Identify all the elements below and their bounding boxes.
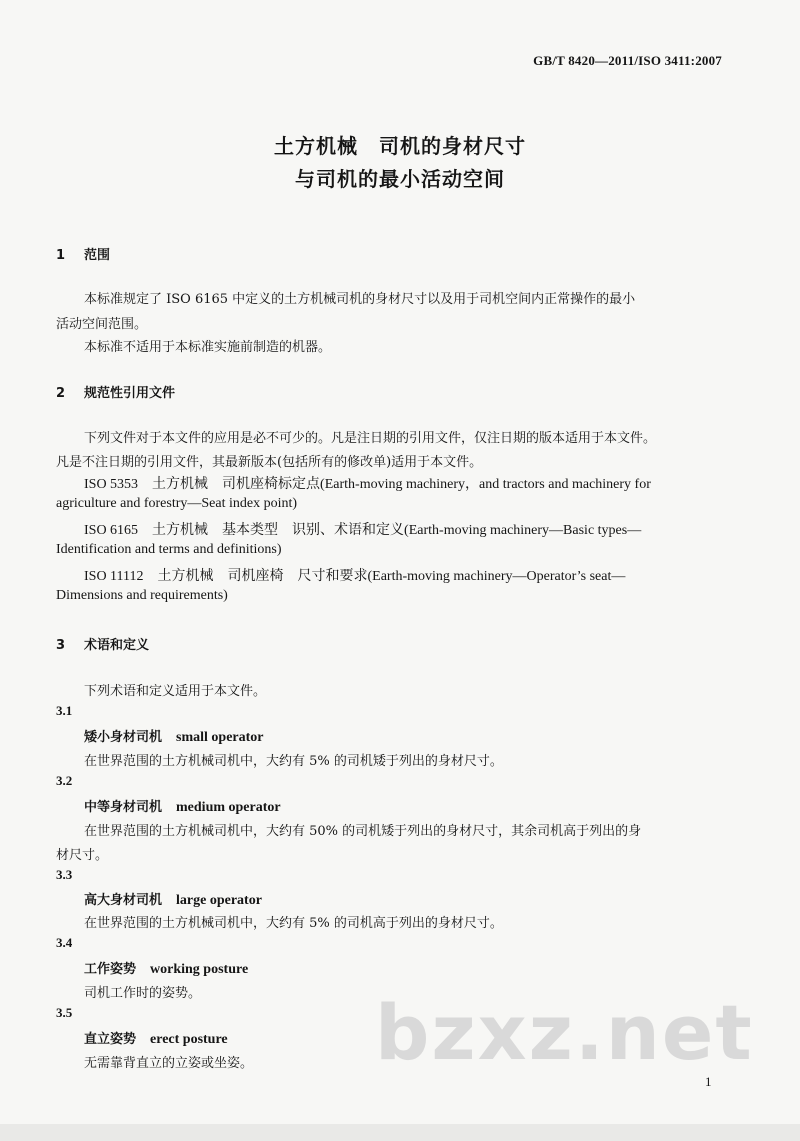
term-chinese: 工作姿势 bbox=[84, 962, 137, 977]
section-number: 2 bbox=[56, 386, 66, 401]
section-title: 术语和定义 bbox=[84, 638, 150, 653]
term-definition: 在世界范围的土方机械司机中，大约有 5% 的司机高于列出的身材尺寸。 bbox=[84, 916, 503, 931]
reference-iso-6165: ISO 6165 土方机械 基本类型 识别、术语和定义(Earth-moving machinery—Basic types— bbox=[84, 523, 642, 538]
term-number: 3.5 bbox=[56, 1005, 73, 1020]
term-definition: 在世界范围的土方机械司机中，大约有 50% 的司机矮于列出的身材尺寸，其余司机高于列出的身 bbox=[84, 824, 642, 839]
term-chinese: 直立姿势 bbox=[84, 1032, 137, 1047]
paragraph-line: 活动空间范围。 bbox=[56, 317, 148, 332]
paragraph: 下列术语和定义适用于本文件。 bbox=[84, 684, 267, 699]
page-number: 1 bbox=[705, 1074, 712, 1089]
paragraph-line: 下列文件对于本文件的应用是必不可少的。凡是注日期的引用文件，仅注日期的版本适用于本文件。 bbox=[84, 431, 657, 446]
reference-continuation: Identification and terms and definitions) bbox=[56, 542, 282, 557]
term-number: 3.2 bbox=[56, 773, 73, 788]
page-bottom-edge bbox=[0, 1124, 800, 1141]
reference-continuation: agriculture and forestry—Seat index point) bbox=[56, 496, 298, 511]
term-definition-continuation: 材尺寸。 bbox=[56, 848, 109, 863]
term-entry bbox=[84, 726, 264, 746]
term-number: 3.1 bbox=[56, 703, 73, 718]
section-heading-scope bbox=[56, 244, 110, 263]
paragraph-line: 凡是不注日期的引用文件，其最新版本(包括所有的修改单)适用于本文件。 bbox=[56, 455, 483, 470]
paragraph: 本标准不适用于本标准实施前制造的机器。 bbox=[84, 340, 332, 355]
term-definition: 司机工作时的姿势。 bbox=[84, 986, 202, 1001]
term-chinese: 中等身材司机 bbox=[84, 800, 163, 815]
document-title-line2: 与司机的最小活动空间 bbox=[295, 167, 505, 191]
term-entry bbox=[84, 958, 248, 978]
term-entry bbox=[84, 796, 281, 816]
section-title: 范围 bbox=[84, 248, 111, 263]
reference-iso-11112: ISO 11112 土方机械 司机座椅 尺寸和要求(Earth-moving machinery—Operator’s seat— bbox=[84, 569, 626, 584]
section-number: 1 bbox=[56, 248, 66, 263]
term-entry bbox=[84, 1028, 228, 1048]
term-entry bbox=[84, 889, 262, 909]
document-title-line1: 土方机械 司机的身材尺寸 bbox=[274, 134, 526, 158]
standard-number: GB/T 8420—2011/ISO 3411:2007 bbox=[533, 53, 722, 68]
term-english: large operator bbox=[176, 893, 262, 908]
term-chinese: 高大身材司机 bbox=[84, 893, 163, 908]
term-definition: 无需靠背直立的立姿或坐姿。 bbox=[84, 1056, 254, 1071]
term-english: medium operator bbox=[176, 800, 281, 815]
term-english: erect posture bbox=[150, 1032, 228, 1047]
section-number: 3 bbox=[56, 638, 66, 653]
term-number: 3.3 bbox=[56, 867, 73, 882]
reference-iso-5353: ISO 5353 土方机械 司机座椅标定点(Earth-moving machinery，and tractors and machinery for bbox=[84, 477, 651, 492]
section-heading-normative-references bbox=[56, 382, 175, 401]
paragraph-line: 本标准规定了 ISO 6165 中定义的土方机械司机的身材尺寸以及用于司机空间内正常操作的最小 bbox=[84, 292, 636, 307]
term-english: small operator bbox=[176, 730, 264, 745]
section-heading-terms-definitions bbox=[56, 634, 149, 653]
term-english: working posture bbox=[150, 962, 249, 977]
watermark: bzxz.net bbox=[375, 988, 754, 1077]
section-title: 规范性引用文件 bbox=[84, 386, 176, 401]
reference-continuation: Dimensions and requirements) bbox=[56, 588, 228, 603]
term-chinese: 矮小身材司机 bbox=[84, 730, 163, 745]
term-definition: 在世界范围的土方机械司机中，大约有 5% 的司机矮于列出的身材尺寸。 bbox=[84, 754, 503, 769]
term-number: 3.4 bbox=[56, 935, 73, 950]
